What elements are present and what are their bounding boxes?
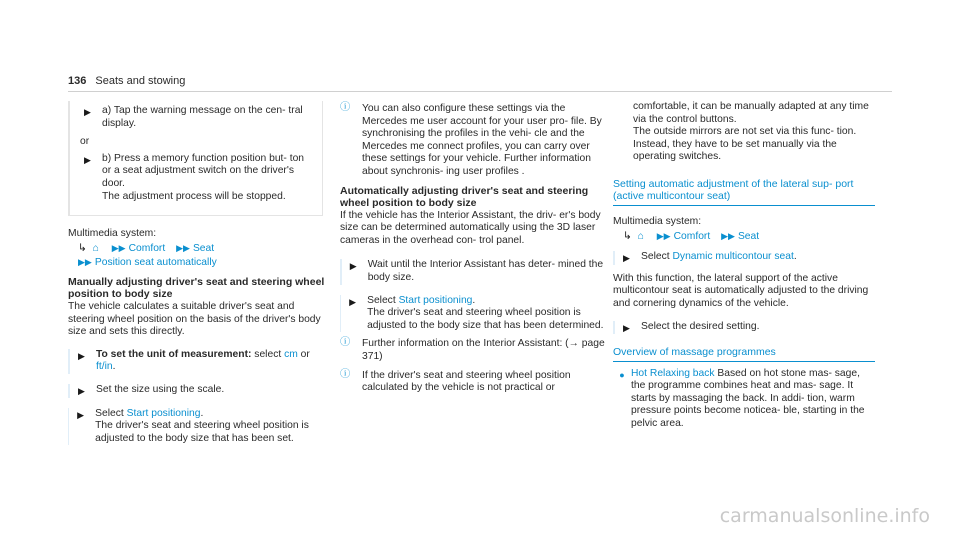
step-bar xyxy=(68,408,69,446)
step-arrow-icon: ▶ xyxy=(77,409,85,420)
info-icon: ⓘ xyxy=(340,337,351,349)
step-3-end: . xyxy=(200,407,204,419)
info-note-1 xyxy=(340,103,610,179)
step-2 xyxy=(68,384,328,398)
function-text: With this function, the lateral support of the active multicontour seat is automatically adjusted to the driving and cornering dynamics of the vehicle. xyxy=(613,272,869,309)
chevron-icon: ▶▶ xyxy=(656,230,671,241)
home-icon: ⌂ xyxy=(92,242,99,254)
chevron-icon: ▶▶ xyxy=(721,230,735,241)
step-arrow-icon: ▶ xyxy=(78,385,85,396)
continued-text-2: The outside mirrors are not set via this func- tion. Instead, they have to be set manually via the operating switches. xyxy=(633,126,857,163)
step-bar xyxy=(340,295,341,333)
step-2-pre: Select xyxy=(367,294,399,306)
step-1-text: Wait until the Interior Assistant has deter- mined the body size. xyxy=(367,259,604,283)
intro-text: If the vehicle has the Interior Assistant, the driv- er's body size can be determined automatically using the 3D laser cameras in the overhead con- trol panel. xyxy=(340,209,601,246)
section-heading: Manually adjusting driver's seat and steering wheel position to body size xyxy=(68,275,325,300)
start-positioning-link: Start positioning xyxy=(398,294,473,306)
step-arrow-icon: ▶ xyxy=(349,296,356,307)
step-a xyxy=(80,105,316,130)
step-arrow-icon: ▶ xyxy=(84,154,91,165)
step-bar xyxy=(68,349,70,374)
section-heading-lateral-support: Setting automatic adjustment of the lateral sup- port (active multicontour seat) xyxy=(613,178,875,206)
step-2-text: Select the desired setting. xyxy=(641,320,760,332)
continued-text xyxy=(613,101,875,164)
step-1-pre: select xyxy=(251,348,285,360)
menu-path-2 xyxy=(78,256,328,270)
step-arrow-icon: ▶ xyxy=(78,350,85,361)
step-b-result: The adjustment process will be stopped. xyxy=(102,190,286,202)
step-1 xyxy=(340,259,610,284)
header-rule xyxy=(68,91,892,92)
continued-text-1: comfortable, it can be manually adapted at any time via the control buttons. xyxy=(633,101,869,125)
step-2 xyxy=(340,295,610,333)
info-note-3-text: If the driver's seat and steering wheel position calculated by the vehicle is not practical or xyxy=(362,369,571,394)
intro-text: The vehicle calculates a suitable driver's seat and steering wheel position on the basis of the driver's body size and sets this directly. xyxy=(68,300,321,338)
menu-path xyxy=(68,242,328,256)
path-seat: Seat xyxy=(192,242,215,254)
instruction-box xyxy=(68,101,323,216)
step-a-text: a) Tap the warning message on the cen- tral display. xyxy=(102,105,303,129)
bullet-text: Based on hot stone mas- sage, the programme combines heat and mas- sage. It starts by massaging the back. In addi- tion, warm pressure points become noticea- ble, starting in the pelvic area. xyxy=(631,367,865,429)
step-2-end: . xyxy=(472,294,476,306)
info-icon: ⓘ xyxy=(340,102,351,113)
step-3 xyxy=(68,408,328,446)
step-2-result: The driver's seat and steering wheel position is adjusted to the body size that has been determined. xyxy=(367,307,604,331)
chevron-icon: ▶▶ xyxy=(176,242,190,253)
return-arrow-icon: ↳ xyxy=(78,242,87,254)
page-number: 136 xyxy=(68,75,87,87)
column-3 xyxy=(613,101,875,431)
step-bar xyxy=(613,321,615,335)
chevron-icon: ▶▶ xyxy=(78,257,92,268)
step-b xyxy=(80,153,316,203)
section-heading-massage: Overview of massage programmes xyxy=(613,346,875,362)
home-icon: ⌂ xyxy=(637,230,644,242)
option-cm: cm xyxy=(284,348,298,360)
step-bar xyxy=(68,384,70,398)
chevron-icon: ▶▶ xyxy=(111,242,126,253)
hot-relaxing-back-label: Hot Relaxing back xyxy=(631,367,715,379)
step-2-text: Set the size using the scale. xyxy=(96,383,225,395)
page-header xyxy=(68,75,185,87)
step-3-pre: Select xyxy=(95,407,127,419)
step-1-end: . xyxy=(793,251,797,263)
step-arrow-icon: ▶ xyxy=(623,253,630,264)
info-icon: ⓘ xyxy=(340,368,351,380)
multimedia-label: Multimedia system: xyxy=(68,228,157,240)
step-1-bold: To set the unit of measurement: xyxy=(96,348,252,360)
info-note-2-text: Further information on the Interior Assistant: (→ page 371) xyxy=(362,338,605,362)
multimedia-label: Multimedia system: xyxy=(613,215,702,227)
step-1-or: or xyxy=(297,348,310,360)
info-note-1-text: You can also configure these settings via the Mercedes me user account for your user pro- file. By synchronising the profiles in the vehi- cle and the Mercedes me connect profiles, you can carry over these settings for your vehicle. Further information about synchronis- ing user profiles . xyxy=(362,103,602,177)
step-3-result: The driver's seat and steering wheel position is adjusted to the body size that has been set. xyxy=(95,420,309,444)
return-arrow-icon: ↳ xyxy=(623,230,632,242)
step-arrow-icon: ▶ xyxy=(84,107,91,117)
step-1-end: . xyxy=(112,361,116,373)
bullet-icon: ● xyxy=(619,369,625,380)
step-arrow-icon: ▶ xyxy=(349,261,357,272)
path-comfort: Comfort xyxy=(673,230,711,242)
path-position: Position seat automatically xyxy=(94,257,217,269)
path-comfort: Comfort xyxy=(128,242,166,254)
dynamic-multicontour-link: Dynamic multicontour seat xyxy=(672,251,794,263)
section-heading: Automatically adjusting driver's seat and steering wheel position to body size xyxy=(340,184,589,209)
step-1 xyxy=(68,349,328,374)
step-bar xyxy=(613,251,615,265)
step-2 xyxy=(613,321,875,335)
step-1-pre: Select xyxy=(641,251,673,263)
option-ft-in: ft/in xyxy=(96,361,113,373)
step-arrow-icon: ▶ xyxy=(623,322,630,333)
or-text: or xyxy=(80,136,90,148)
column-2 xyxy=(340,101,610,401)
info-note-3 xyxy=(340,370,610,395)
column-1 xyxy=(68,101,328,451)
step-b-text: b) Press a memory function position but- ton or a seat adjustment switch on the driver's door. xyxy=(102,152,305,189)
path-seat: Seat xyxy=(737,230,760,242)
step-bar xyxy=(340,259,342,284)
list-item xyxy=(613,368,875,431)
info-note-2 xyxy=(340,338,610,363)
section-title: Seats and stowing xyxy=(95,75,186,87)
menu-path xyxy=(613,230,875,244)
start-positioning-link: Start positioning xyxy=(126,407,201,419)
watermark: carmanualsonline.info xyxy=(719,505,930,527)
step-1 xyxy=(613,251,875,265)
